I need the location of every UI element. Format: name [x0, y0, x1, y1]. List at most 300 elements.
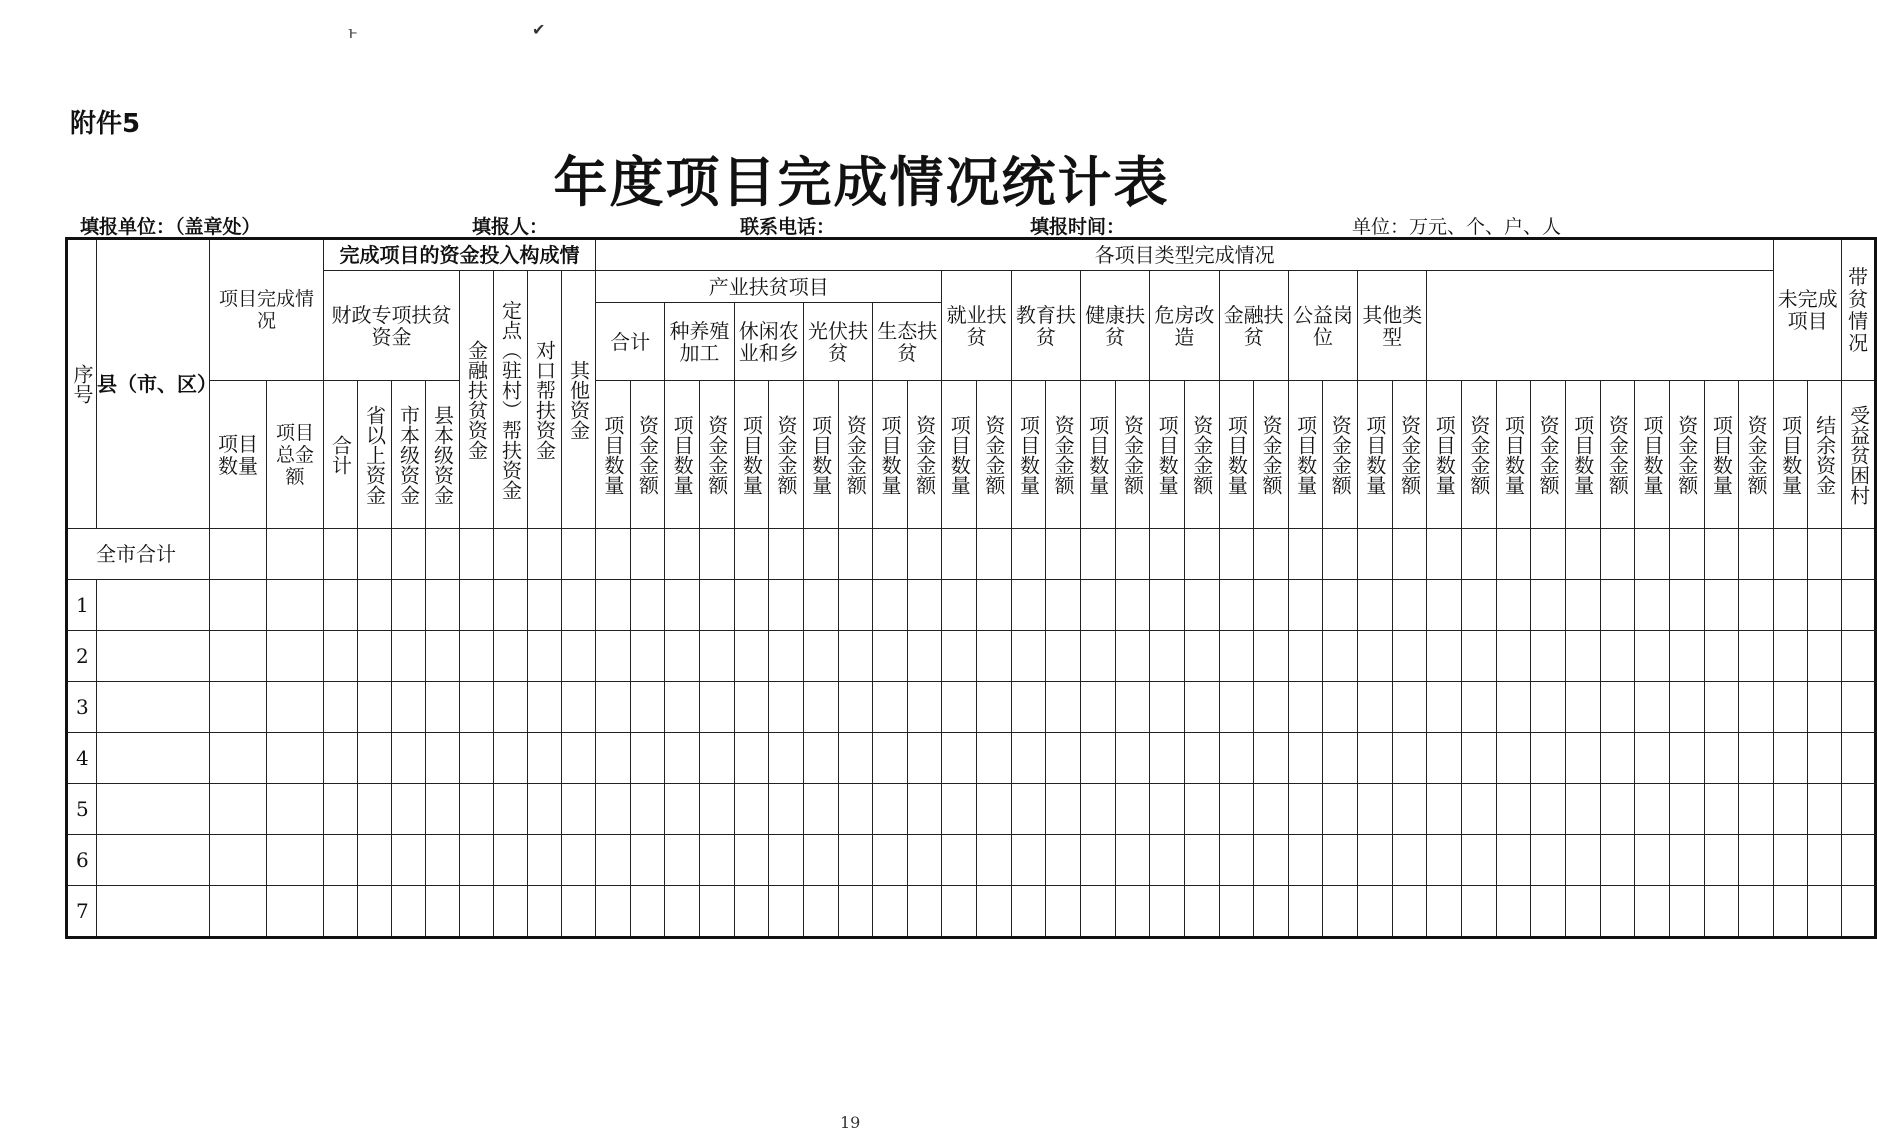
table-cell[interactable] — [1011, 580, 1046, 631]
table-cell[interactable] — [873, 835, 908, 886]
table-cell[interactable] — [1669, 682, 1704, 733]
table-cell[interactable] — [1011, 886, 1046, 938]
table-cell[interactable] — [803, 631, 838, 682]
table-cell[interactable] — [1774, 529, 1808, 580]
table-cell[interactable] — [1427, 529, 1462, 580]
table-cell[interactable] — [1392, 835, 1427, 886]
table-cell[interactable] — [1427, 682, 1462, 733]
table-cell[interactable] — [267, 784, 324, 835]
table-cell[interactable] — [803, 529, 838, 580]
table-cell[interactable] — [907, 580, 942, 631]
table-cell[interactable] — [1462, 682, 1497, 733]
table-cell[interactable] — [803, 682, 838, 733]
table-cell[interactable] — [1254, 631, 1289, 682]
table-cell[interactable] — [1496, 580, 1531, 631]
table-cell[interactable] — [528, 682, 562, 733]
table-cell[interactable] — [1011, 529, 1046, 580]
table-cell[interactable] — [1392, 631, 1427, 682]
table-cell[interactable] — [528, 733, 562, 784]
table-cell[interactable] — [734, 784, 769, 835]
table-cell[interactable] — [1184, 529, 1219, 580]
table-cell[interactable] — [665, 733, 700, 784]
table-cell[interactable] — [1531, 682, 1566, 733]
table-cell[interactable] — [494, 733, 528, 784]
table-cell[interactable] — [1565, 784, 1600, 835]
table-cell[interactable] — [1531, 733, 1566, 784]
table-cell[interactable] — [977, 886, 1012, 938]
table-cell[interactable] — [1808, 784, 1842, 835]
table-cell[interactable] — [596, 835, 631, 886]
table-cell[interactable] — [1358, 886, 1393, 938]
table-cell[interactable] — [1739, 733, 1774, 784]
table-cell[interactable] — [1254, 886, 1289, 938]
table-cell[interactable] — [210, 682, 267, 733]
table-cell[interactable] — [562, 580, 596, 631]
table-cell[interactable] — [1358, 784, 1393, 835]
table-cell[interactable] — [1635, 529, 1670, 580]
table-cell[interactable] — [358, 631, 392, 682]
table-cell[interactable] — [1427, 631, 1462, 682]
table-cell[interactable] — [1288, 682, 1323, 733]
table-cell[interactable] — [596, 784, 631, 835]
table-cell[interactable] — [907, 631, 942, 682]
table-cell[interactable] — [1462, 784, 1497, 835]
table-cell[interactable] — [665, 784, 700, 835]
table-cell[interactable] — [1080, 835, 1115, 886]
table-cell[interactable] — [324, 784, 358, 835]
table-cell[interactable] — [562, 529, 596, 580]
table-cell[interactable] — [1600, 529, 1635, 580]
table-cell[interactable] — [426, 835, 460, 886]
table-cell[interactable] — [1080, 733, 1115, 784]
table-cell[interactable] — [769, 682, 804, 733]
table-cell[interactable] — [528, 835, 562, 886]
table-cell[interactable] — [907, 733, 942, 784]
table-cell[interactable] — [324, 682, 358, 733]
table-cell[interactable] — [665, 835, 700, 886]
table-cell[interactable] — [1462, 631, 1497, 682]
table-cell[interactable] — [1288, 631, 1323, 682]
table-cell[interactable] — [1184, 733, 1219, 784]
table-cell[interactable] — [873, 784, 908, 835]
table-cell[interactable] — [1150, 835, 1185, 886]
table-cell[interactable] — [1808, 631, 1842, 682]
table-cell[interactable] — [1115, 580, 1150, 631]
table-cell[interactable] — [1808, 733, 1842, 784]
table-cell[interactable] — [1842, 631, 1876, 682]
table-cell[interactable] — [358, 733, 392, 784]
table-cell[interactable] — [1288, 733, 1323, 784]
table-cell[interactable] — [1115, 631, 1150, 682]
table-cell[interactable] — [977, 631, 1012, 682]
table-cell[interactable] — [392, 784, 426, 835]
table-cell[interactable] — [1254, 682, 1289, 733]
table-cell[interactable] — [426, 886, 460, 938]
table-cell[interactable] — [1323, 682, 1358, 733]
table-cell[interactable] — [358, 682, 392, 733]
table-cell[interactable] — [1808, 682, 1842, 733]
table-cell[interactable] — [838, 631, 873, 682]
table-cell[interactable] — [630, 835, 665, 886]
table-cell[interactable] — [699, 733, 734, 784]
table-cell[interactable] — [942, 682, 977, 733]
table-cell[interactable] — [1496, 886, 1531, 938]
table-cell[interactable] — [1704, 631, 1739, 682]
table-cell[interactable] — [562, 733, 596, 784]
table-cell[interactable] — [460, 580, 494, 631]
table-cell[interactable] — [734, 886, 769, 938]
table-cell[interactable] — [907, 886, 942, 938]
table-cell[interactable] — [358, 580, 392, 631]
table-cell[interactable] — [1739, 784, 1774, 835]
table-cell[interactable] — [942, 733, 977, 784]
table-cell[interactable] — [1462, 529, 1497, 580]
table-cell[interactable] — [1774, 631, 1808, 682]
table-cell[interactable] — [97, 835, 210, 886]
table-cell[interactable] — [769, 580, 804, 631]
table-cell[interactable] — [1704, 784, 1739, 835]
table-cell[interactable] — [1080, 529, 1115, 580]
table-cell[interactable] — [1669, 784, 1704, 835]
table-cell[interactable] — [97, 580, 210, 631]
table-cell[interactable] — [97, 886, 210, 938]
table-cell[interactable] — [1323, 529, 1358, 580]
table-cell[interactable] — [1842, 733, 1876, 784]
table-cell[interactable] — [803, 784, 838, 835]
table-cell[interactable] — [1704, 580, 1739, 631]
table-cell[interactable] — [1704, 682, 1739, 733]
table-cell[interactable] — [1288, 529, 1323, 580]
table-cell[interactable] — [1635, 733, 1670, 784]
table-cell[interactable] — [1184, 631, 1219, 682]
table-cell[interactable] — [873, 733, 908, 784]
table-cell[interactable] — [1392, 733, 1427, 784]
table-cell[interactable] — [1323, 835, 1358, 886]
table-cell[interactable] — [392, 631, 426, 682]
table-cell[interactable] — [1704, 886, 1739, 938]
table-cell[interactable] — [699, 682, 734, 733]
table-cell[interactable] — [838, 529, 873, 580]
table-cell[interactable] — [210, 529, 267, 580]
table-cell[interactable] — [97, 784, 210, 835]
table-cell[interactable] — [630, 682, 665, 733]
table-cell[interactable] — [426, 580, 460, 631]
table-cell[interactable] — [699, 631, 734, 682]
table-cell[interactable] — [1288, 784, 1323, 835]
table-cell[interactable] — [1254, 529, 1289, 580]
table-cell[interactable] — [1046, 682, 1081, 733]
table-cell[interactable] — [1842, 529, 1876, 580]
table-cell[interactable] — [1150, 733, 1185, 784]
table-cell[interactable] — [1150, 529, 1185, 580]
table-cell[interactable] — [977, 529, 1012, 580]
table-cell[interactable] — [1427, 886, 1462, 938]
table-cell[interactable] — [1358, 733, 1393, 784]
table-cell[interactable] — [1669, 529, 1704, 580]
table-cell[interactable] — [1842, 784, 1876, 835]
table-cell[interactable] — [1080, 784, 1115, 835]
table-cell[interactable] — [1808, 529, 1842, 580]
table-cell[interactable] — [1219, 886, 1254, 938]
table-cell[interactable] — [977, 835, 1012, 886]
table-cell[interactable] — [630, 886, 665, 938]
table-cell[interactable] — [324, 529, 358, 580]
table-cell[interactable] — [267, 682, 324, 733]
table-cell[interactable] — [426, 733, 460, 784]
table-cell[interactable] — [1704, 733, 1739, 784]
table-cell[interactable] — [1496, 733, 1531, 784]
table-cell[interactable] — [1774, 886, 1808, 938]
table-cell[interactable] — [873, 886, 908, 938]
table-cell[interactable] — [1774, 784, 1808, 835]
table-cell[interactable] — [1115, 733, 1150, 784]
table-cell[interactable] — [324, 886, 358, 938]
table-cell[interactable] — [1531, 784, 1566, 835]
table-cell[interactable] — [1184, 580, 1219, 631]
table-cell[interactable] — [1462, 886, 1497, 938]
table-cell[interactable] — [1600, 886, 1635, 938]
table-cell[interactable] — [1219, 784, 1254, 835]
table-cell[interactable] — [907, 682, 942, 733]
table-cell[interactable] — [1462, 580, 1497, 631]
table-cell[interactable] — [1011, 631, 1046, 682]
table-cell[interactable] — [1254, 835, 1289, 886]
table-cell[interactable] — [267, 733, 324, 784]
table-cell[interactable] — [1184, 784, 1219, 835]
table-cell[interactable] — [803, 733, 838, 784]
table-cell[interactable] — [838, 784, 873, 835]
table-cell[interactable] — [1531, 886, 1566, 938]
table-cell[interactable] — [494, 631, 528, 682]
table-cell[interactable] — [1219, 631, 1254, 682]
table-cell[interactable] — [596, 886, 631, 938]
table-cell[interactable] — [1565, 631, 1600, 682]
table-cell[interactable] — [1669, 835, 1704, 886]
table-cell[interactable] — [267, 886, 324, 938]
table-cell[interactable] — [1739, 529, 1774, 580]
table-cell[interactable] — [1392, 580, 1427, 631]
table-cell[interactable] — [803, 835, 838, 886]
table-cell[interactable] — [1531, 529, 1566, 580]
table-cell[interactable] — [324, 631, 358, 682]
table-cell[interactable] — [1323, 784, 1358, 835]
table-cell[interactable] — [838, 580, 873, 631]
table-cell[interactable] — [97, 631, 210, 682]
table-cell[interactable] — [1427, 733, 1462, 784]
table-cell[interactable] — [1739, 886, 1774, 938]
table-cell[interactable] — [1565, 682, 1600, 733]
table-cell[interactable] — [1115, 529, 1150, 580]
table-cell[interactable] — [596, 631, 631, 682]
table-cell[interactable] — [1635, 682, 1670, 733]
table-cell[interactable] — [1046, 733, 1081, 784]
table-cell[interactable] — [528, 784, 562, 835]
table-cell[interactable] — [1739, 835, 1774, 886]
table-cell[interactable] — [1080, 580, 1115, 631]
table-cell[interactable] — [1496, 784, 1531, 835]
table-cell[interactable] — [1496, 682, 1531, 733]
table-cell[interactable] — [1842, 580, 1876, 631]
table-cell[interactable] — [267, 529, 324, 580]
table-cell[interactable] — [358, 529, 392, 580]
table-cell[interactable] — [460, 886, 494, 938]
table-cell[interactable] — [528, 529, 562, 580]
table-cell[interactable] — [942, 631, 977, 682]
table-cell[interactable] — [1011, 835, 1046, 886]
table-cell[interactable] — [1219, 682, 1254, 733]
table-cell[interactable] — [1808, 835, 1842, 886]
table-cell[interactable] — [1531, 580, 1566, 631]
table-cell[interactable] — [1600, 733, 1635, 784]
table-cell[interactable] — [596, 682, 631, 733]
table-cell[interactable] — [630, 733, 665, 784]
table-cell[interactable] — [1288, 835, 1323, 886]
table-cell[interactable] — [907, 784, 942, 835]
table-cell[interactable] — [1046, 529, 1081, 580]
table-cell[interactable] — [1046, 835, 1081, 886]
table-cell[interactable] — [734, 631, 769, 682]
table-cell[interactable] — [210, 733, 267, 784]
table-cell[interactable] — [1600, 784, 1635, 835]
table-cell[interactable] — [1392, 682, 1427, 733]
table-cell[interactable] — [562, 682, 596, 733]
table-cell[interactable] — [1184, 835, 1219, 886]
table-cell[interactable] — [1115, 682, 1150, 733]
table-cell[interactable] — [1565, 580, 1600, 631]
table-cell[interactable] — [1635, 580, 1670, 631]
table-cell[interactable] — [873, 631, 908, 682]
table-cell[interactable] — [838, 733, 873, 784]
table-cell[interactable] — [699, 529, 734, 580]
table-cell[interactable] — [1323, 631, 1358, 682]
table-cell[interactable] — [734, 529, 769, 580]
table-cell[interactable] — [1080, 886, 1115, 938]
table-cell[interactable] — [460, 529, 494, 580]
table-cell[interactable] — [1323, 733, 1358, 784]
table-cell[interactable] — [699, 580, 734, 631]
table-cell[interactable] — [562, 886, 596, 938]
table-cell[interactable] — [1358, 631, 1393, 682]
table-cell[interactable] — [324, 733, 358, 784]
table-cell[interactable] — [1323, 580, 1358, 631]
table-cell[interactable] — [1288, 580, 1323, 631]
table-cell[interactable] — [528, 886, 562, 938]
table-cell[interactable] — [769, 529, 804, 580]
table-cell[interactable] — [596, 733, 631, 784]
table-cell[interactable] — [1462, 733, 1497, 784]
table-cell[interactable] — [1635, 784, 1670, 835]
table-cell[interactable] — [1739, 682, 1774, 733]
table-cell[interactable] — [734, 835, 769, 886]
table-cell[interactable] — [942, 784, 977, 835]
table-cell[interactable] — [769, 784, 804, 835]
table-cell[interactable] — [699, 835, 734, 886]
table-cell[interactable] — [1358, 682, 1393, 733]
table-cell[interactable] — [1669, 886, 1704, 938]
table-cell[interactable] — [596, 529, 631, 580]
table-cell[interactable] — [426, 631, 460, 682]
table-cell[interactable] — [460, 835, 494, 886]
table-cell[interactable] — [665, 580, 700, 631]
table-cell[interactable] — [562, 784, 596, 835]
table-cell[interactable] — [494, 529, 528, 580]
table-cell[interactable] — [97, 733, 210, 784]
table-cell[interactable] — [1427, 580, 1462, 631]
table-cell[interactable] — [494, 784, 528, 835]
table-cell[interactable] — [1219, 529, 1254, 580]
table-cell[interactable] — [873, 580, 908, 631]
table-cell[interactable] — [1600, 682, 1635, 733]
table-cell[interactable] — [873, 529, 908, 580]
table-cell[interactable] — [1739, 631, 1774, 682]
table-cell[interactable] — [426, 529, 460, 580]
table-cell[interactable] — [1739, 580, 1774, 631]
table-cell[interactable] — [562, 631, 596, 682]
table-cell[interactable] — [1635, 835, 1670, 886]
table-cell[interactable] — [460, 784, 494, 835]
table-cell[interactable] — [665, 529, 700, 580]
table-cell[interactable] — [630, 529, 665, 580]
table-cell[interactable] — [210, 835, 267, 886]
table-cell[interactable] — [97, 682, 210, 733]
table-cell[interactable] — [942, 580, 977, 631]
table-cell[interactable] — [494, 835, 528, 886]
table-cell[interactable] — [1427, 835, 1462, 886]
table-cell[interactable] — [1600, 580, 1635, 631]
table-cell[interactable] — [942, 835, 977, 886]
table-cell[interactable] — [769, 631, 804, 682]
table-cell[interactable] — [494, 886, 528, 938]
table-cell[interactable] — [210, 784, 267, 835]
table-cell[interactable] — [1150, 631, 1185, 682]
table-cell[interactable] — [838, 886, 873, 938]
table-cell[interactable] — [1115, 784, 1150, 835]
table-cell[interactable] — [977, 580, 1012, 631]
table-cell[interactable] — [942, 529, 977, 580]
table-cell[interactable] — [1392, 529, 1427, 580]
table-cell[interactable] — [324, 835, 358, 886]
table-cell[interactable] — [1635, 631, 1670, 682]
table-cell[interactable] — [1392, 886, 1427, 938]
table-cell[interactable] — [1046, 580, 1081, 631]
table-cell[interactable] — [1254, 580, 1289, 631]
table-cell[interactable] — [769, 733, 804, 784]
table-cell[interactable] — [1808, 886, 1842, 938]
table-cell[interactable] — [1669, 631, 1704, 682]
table-cell[interactable] — [1184, 886, 1219, 938]
table-cell[interactable] — [665, 886, 700, 938]
table-cell[interactable] — [1565, 733, 1600, 784]
table-cell[interactable] — [734, 682, 769, 733]
table-cell[interactable] — [1669, 580, 1704, 631]
table-cell[interactable] — [1600, 835, 1635, 886]
table-cell[interactable] — [1080, 631, 1115, 682]
table-cell[interactable] — [324, 580, 358, 631]
table-cell[interactable] — [1842, 835, 1876, 886]
table-cell[interactable] — [1842, 682, 1876, 733]
table-cell[interactable] — [1046, 784, 1081, 835]
table-cell[interactable] — [392, 682, 426, 733]
table-cell[interactable] — [358, 886, 392, 938]
table-cell[interactable] — [630, 580, 665, 631]
table-cell[interactable] — [528, 631, 562, 682]
table-cell[interactable] — [358, 835, 392, 886]
table-cell[interactable] — [358, 784, 392, 835]
table-cell[interactable] — [267, 835, 324, 886]
table-cell[interactable] — [210, 631, 267, 682]
table-cell[interactable] — [769, 835, 804, 886]
table-cell[interactable] — [1080, 682, 1115, 733]
